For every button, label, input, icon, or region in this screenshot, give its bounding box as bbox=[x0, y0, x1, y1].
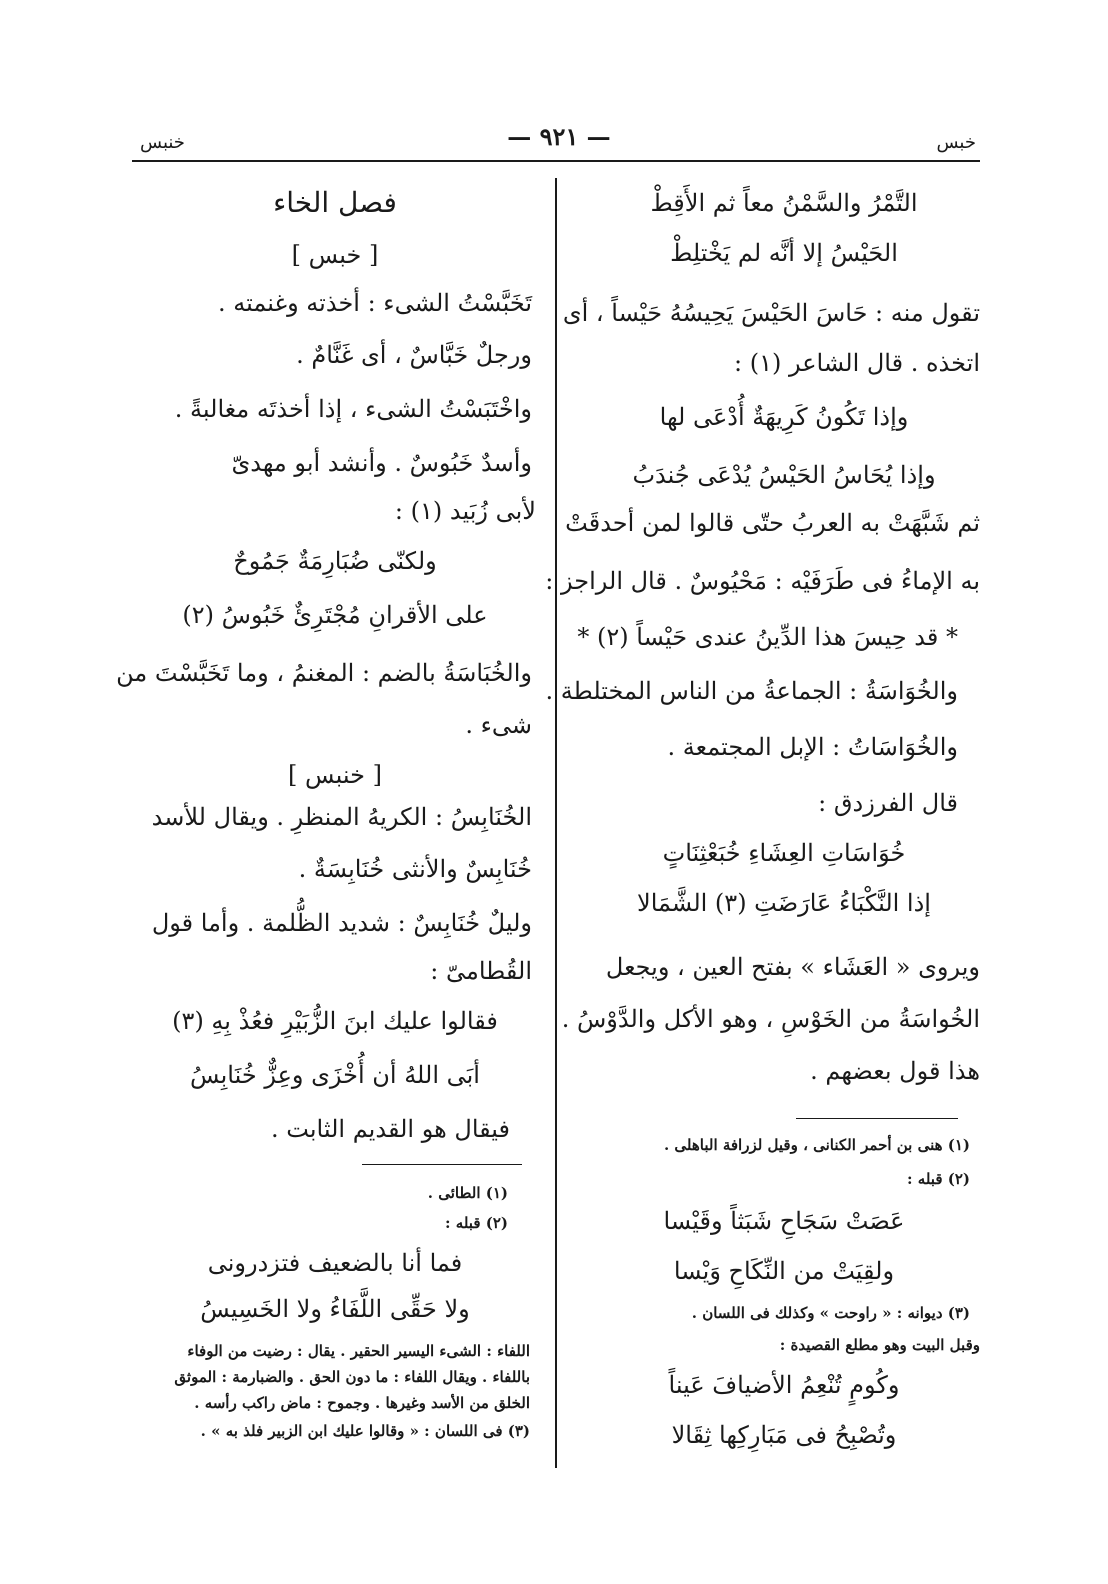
footnote-verse: عَصَتْ سَجَاحِ شَبَثاً وقَيْسا bbox=[663, 1207, 905, 1235]
verse-line: أبَى اللهُ أن أُخْزَى وعِزٌّ خُنَابِسُ bbox=[190, 1061, 480, 1089]
verse-line: خُوَاسَاتِ العِشَاءِ خُبَعْثِنَاتٍ bbox=[662, 839, 906, 867]
footnote: (١) هنى بن أحمر الكنانى ، وقيل لزرافة الباهلى . bbox=[663, 1136, 970, 1154]
text-line: * قد حِيسَ هذا الدِّينُ عندى حَيْساً (٢) * bbox=[577, 623, 958, 651]
section-title: فصل الخاء bbox=[273, 186, 397, 219]
text-line: ثم شَبَّهَتْ به العربُ حتّى قالوا لمن أحدقَتْ bbox=[565, 509, 980, 537]
verse-line: الحَيْسُ إلا أنَّه لم يَخْتلِطْ bbox=[670, 239, 898, 267]
footnote: الخلق من الأسد وغيرها . وجموح : ماض راكب رأسه . bbox=[194, 1394, 530, 1412]
footnote: وقبل البيت وهو مطلع القصيدة : bbox=[779, 1336, 980, 1354]
text-line: به الإماءُ فى طَرَفَيْه : مَحْيُوسٌ . قال الراجز : bbox=[545, 567, 980, 595]
entry-header: [ خنبس ] bbox=[288, 761, 382, 789]
page-number: — ٩٢١ — bbox=[507, 122, 611, 151]
text-line: تَخَبَّسْتُ الشىء : أخذته وغنمته . bbox=[218, 289, 532, 317]
footnote: (٣) ديوانه : « راوحت » وكذلك فى اللسان . bbox=[691, 1304, 970, 1322]
text-line: خُنَابِسٌ والأنثى خُنَابِسَةٌ . bbox=[298, 855, 532, 883]
text-line: واخْتَبَسْتُ الشىء ، إذا أخذتَه مغالبةً . bbox=[174, 395, 532, 423]
footnote: (٣) فى اللسان : « وقالوا عليك ابن الزبير فلذ به » . bbox=[200, 1422, 530, 1440]
verse-line: إذا النَّكْبَاءُ عَارَضَتِ (٣) الشَّمَالا bbox=[637, 889, 931, 917]
verse-line: التَّمْرُ والسَّمْنُ معاً ثم الأَقِطْ bbox=[650, 189, 918, 217]
text-line: لأبى زُبَيد (١) : bbox=[394, 497, 536, 525]
text-line: والخُوَاسَاتُ : الإبل المجتمعة . bbox=[667, 733, 958, 761]
verse-line: وإذا يُحَاسُ الحَيْسُ يُدْعَى جُندَبُ bbox=[632, 461, 936, 489]
text-line: اتخذه . قال الشاعر (١) : bbox=[734, 349, 980, 377]
text-line: الخُواسَةُ من الخَوْسِ ، وهو الأكل والدَّوْسُ . bbox=[561, 1005, 980, 1033]
text-line: والخُبَاسَةُ بالضم : المغنمُ ، وما تَخَبَّسْتَ من bbox=[116, 659, 532, 687]
verse-line: وإذا تَكُونُ كَرِيهَةٌ أُدْعَى لها bbox=[659, 403, 909, 431]
text-line: ويروى « العَشَاء » بفتح العين ، ويجعل bbox=[605, 953, 980, 981]
footnote: (٢) قبله : bbox=[445, 1214, 508, 1232]
text-line: هذا قول بعضهم . bbox=[810, 1057, 980, 1085]
text-line: قال الفرزدق : bbox=[818, 789, 958, 817]
text-line: تقول منه : حَاسَ الحَيْسَ يَحِيسُهُ حَيْساً ، أى bbox=[562, 299, 980, 327]
text-line: وليلٌ خُنَابِسٌ : شديد الظُّلمة . وأما قول bbox=[151, 909, 532, 937]
footnote-verse: وكُومٍ تُنْعِمُ الأضيافَ عَيناً bbox=[668, 1371, 900, 1399]
footnote: باللفاء . ويقال اللفاء : ما دون الحق . والضبارمة : الموثق bbox=[174, 1368, 530, 1386]
header-rule bbox=[132, 160, 980, 162]
text-line: ورجلٌ خَبَّاسٌ ، أى غَنَّامٌ . bbox=[296, 341, 532, 369]
footnote-rule bbox=[796, 1118, 958, 1119]
header-right-word: خبس bbox=[936, 132, 976, 153]
text-line: الخُنَابِسُ : الكريهُ المنظرِ . ويقال للأسد bbox=[151, 803, 532, 831]
footnote-verse: وتُصْبِحُ فى مَبَارِكِها ثِقَالا bbox=[671, 1421, 897, 1449]
column-divider bbox=[555, 178, 557, 1468]
footnote: اللفاء : الشىء اليسير الحقير . يقال : رضيت من الوفاء bbox=[187, 1342, 530, 1360]
entry-header: [ خبس ] bbox=[291, 241, 379, 269]
header-left-word: خنبس bbox=[140, 132, 185, 153]
verse-line: فقالوا عليك ابنَ الزُّبَيْرِ فعُذْ بِهِ (٣) bbox=[172, 1007, 498, 1035]
text-line: فيقال هو القديم الثابت . bbox=[271, 1115, 510, 1143]
text-line: وأسدٌ خَبُوسٌ . وأنشد أبو مهدىّ bbox=[231, 449, 532, 477]
footnote-verse: فما أنا بالضعيف فتزدرونى bbox=[207, 1249, 463, 1277]
footnote-verse: ولقِيَتْ من النِّكَاحِ وَيْسا bbox=[673, 1257, 895, 1285]
verse-line: ولكنّى ضُبَارِمَةٌ جَمُوحٌ bbox=[233, 547, 437, 575]
verse-line: على الأقرانِ مُجْتَرِئٌ خَبُوسُ (٢) bbox=[182, 601, 488, 629]
footnote: (١) الطائى . bbox=[427, 1184, 508, 1202]
text-line: والخُوَاسَةُ : الجماعةُ من الناس المختلطة . bbox=[545, 677, 958, 705]
footnote-rule bbox=[362, 1164, 522, 1165]
text-line: شىء . bbox=[465, 711, 532, 739]
text-line: القُطامىّ : bbox=[430, 957, 532, 985]
footnote: (٢) قبله : bbox=[907, 1170, 970, 1188]
footnote-verse: ولا حَقِّى اللَّفَاءُ ولا الخَسِيسُ bbox=[200, 1295, 470, 1323]
